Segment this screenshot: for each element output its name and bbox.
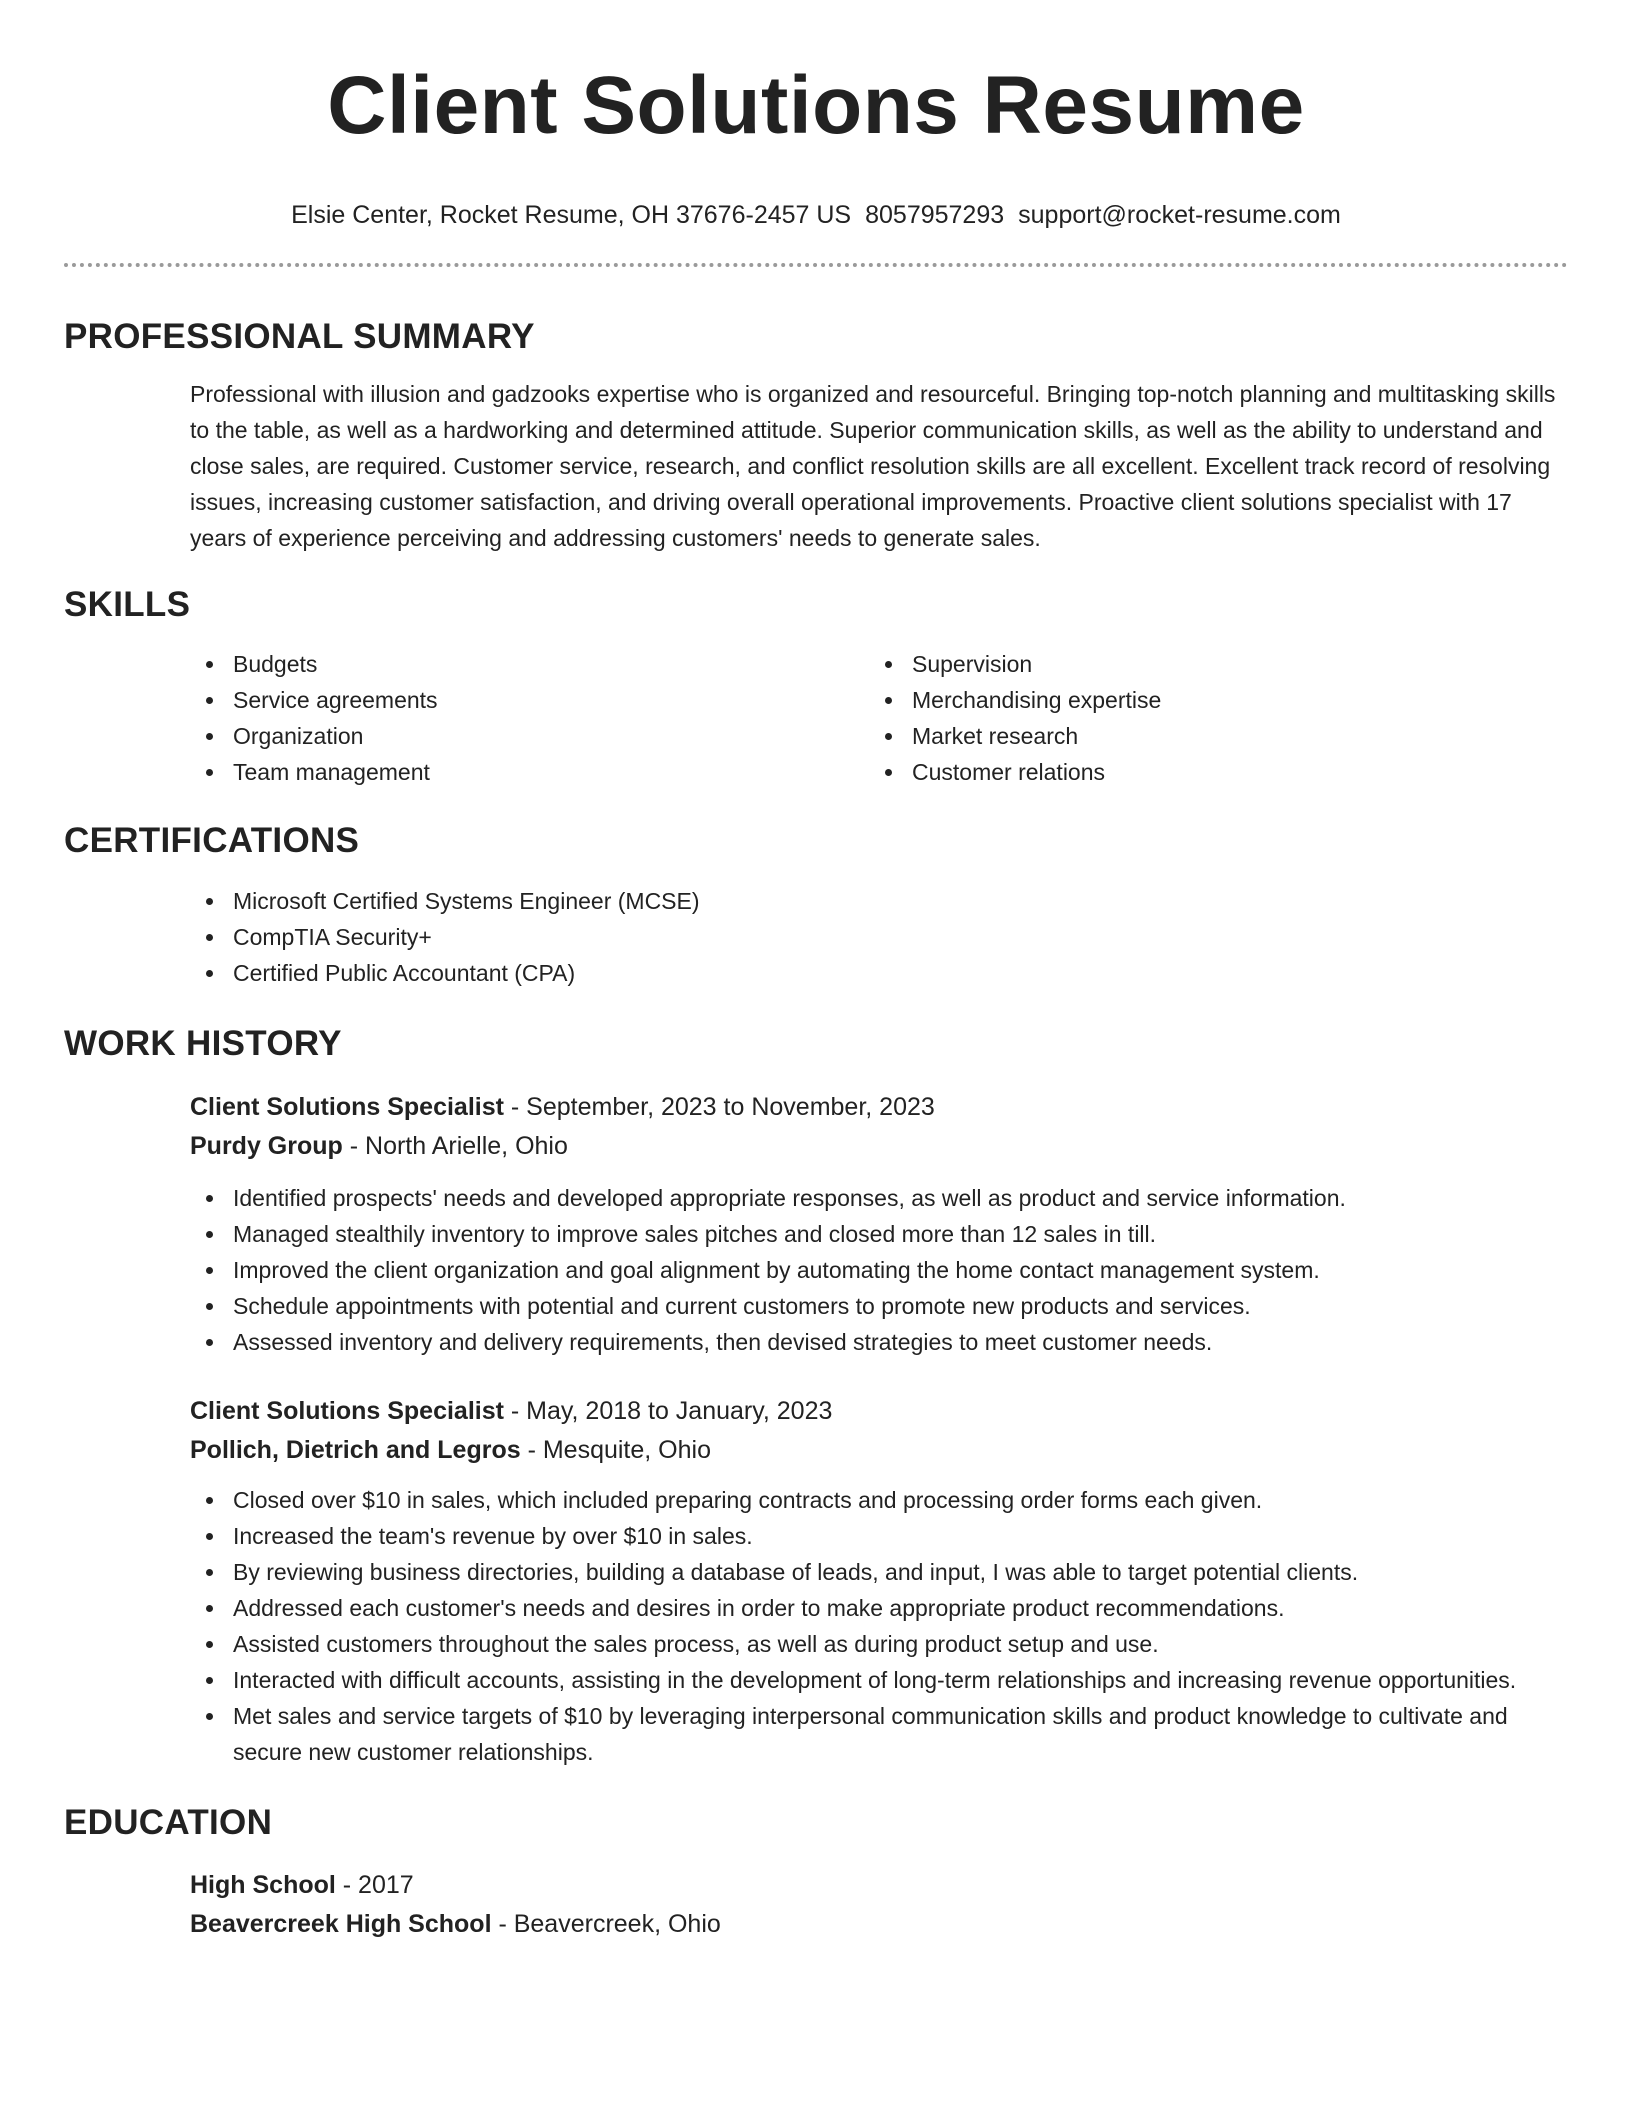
education-location: - Beavercreek, Ohio	[491, 1910, 721, 1938]
contact-phone: 8057957293	[865, 201, 1005, 229]
job-bullets	[190, 1180, 1568, 1360]
certification-item: Microsoft Certified Systems Engineer (MCSE)	[190, 883, 1568, 919]
skill-item: Supervision	[869, 646, 1548, 682]
job-bullet: Managed stealthily inventory to improve sales pitches and closed more than 12 sales in till.	[190, 1216, 1568, 1252]
skill-item: Customer relations	[869, 754, 1548, 790]
job-bullet: Increased the team's revenue by over $10 in sales.	[190, 1518, 1568, 1554]
job-company-line	[190, 1127, 1568, 1166]
education-school: Beavercreek High School	[190, 1910, 492, 1938]
skill-item: Market research	[869, 718, 1548, 754]
education-school-line	[190, 1905, 1568, 1944]
education-heading: EDUCATION	[64, 1803, 273, 1842]
job-bullet: Schedule appointments with potential and current customers to promote new products and services.	[190, 1288, 1568, 1324]
job-bullet: By reviewing business directories, building a database of leads, and input, I was able to target potential clients.	[190, 1554, 1568, 1590]
certification-item: CompTIA Security+	[190, 919, 1568, 955]
job-company: Pollich, Dietrich and Legros	[190, 1436, 521, 1464]
work-history-heading: WORK HISTORY	[64, 1024, 342, 1063]
skill-item: Organization	[190, 718, 869, 754]
job-company: Purdy Group	[190, 1132, 343, 1160]
certifications-list	[190, 883, 1568, 991]
job-title-line	[190, 1088, 1568, 1127]
contact-line	[64, 200, 1568, 230]
summary-text: Professional with illusion and gadzooks expertise who is organized and resourceful. Bringing top-notch planning and multitasking skills to the table, as well as a hardworking and determined attitude. Superior communication skills, as well as the ability to understand and close sales, are required. Customer service, research, and conflict resolution skills are all excellent. Excellent track record of resolving issues, increasing customer satisfaction, and driving overall operational improvements. Proactive client solutions specialist with 17 years of experience perceiving and addressing customers' needs to generate sales.	[190, 381, 1556, 551]
job-title: Client Solutions Specialist	[190, 1093, 504, 1121]
job-title-line	[190, 1392, 1568, 1431]
page-title: Client Solutions Resume	[327, 60, 1305, 151]
job-bullet: Identified prospects' needs and developed appropriate responses, as well as product and service information.	[190, 1180, 1568, 1216]
job-company-line	[190, 1431, 1568, 1470]
job-bullet: Improved the client organization and goal alignment by automating the home contact management system.	[190, 1252, 1568, 1288]
job-bullet: Met sales and service targets of $10 by leveraging interpersonal communication skills and product knowledge to cultivate and secure new customer relationships.	[190, 1698, 1568, 1770]
education-degree-line	[190, 1866, 1568, 1905]
summary-heading: PROFESSIONAL SUMMARY	[64, 317, 535, 356]
job-location: - Mesquite, Ohio	[520, 1436, 711, 1464]
skills-grid	[190, 646, 1568, 790]
job-dates: - September, 2023 to November, 2023	[503, 1093, 935, 1121]
job-dates: - May, 2018 to January, 2023	[503, 1397, 833, 1425]
certifications-heading: CERTIFICATIONS	[64, 821, 360, 860]
job-title: Client Solutions Specialist	[190, 1397, 504, 1425]
job-bullet: Assessed inventory and delivery requirements, then devised strategies to meet customer needs.	[190, 1324, 1568, 1360]
skills-list-right	[869, 646, 1548, 790]
job-bullet: Assisted customers throughout the sales process, as well as during product setup and use.	[190, 1626, 1568, 1662]
skill-item: Team management	[190, 754, 869, 790]
certification-item: Certified Public Accountant (CPA)	[190, 955, 1568, 991]
job-location: - North Arielle, Ohio	[342, 1132, 568, 1160]
skill-item: Budgets	[190, 646, 869, 682]
skills-heading: SKILLS	[64, 585, 191, 624]
skill-item: Service agreements	[190, 682, 869, 718]
contact-address: Elsie Center, Rocket Resume, OH 37676-2457 US	[291, 201, 852, 229]
skill-item: Merchandising expertise	[869, 682, 1548, 718]
job-bullet: Addressed each customer's needs and desires in order to make appropriate product recommendations.	[190, 1590, 1568, 1626]
education-degree: High School	[190, 1871, 336, 1899]
job-bullet: Closed over $10 in sales, which included preparing contracts and processing order forms each given.	[190, 1482, 1568, 1518]
job-bullet: Interacted with difficult accounts, assisting in the development of long-term relationships and increasing revenue opportunities.	[190, 1662, 1568, 1698]
header-divider	[64, 263, 1568, 267]
job-bullets	[190, 1482, 1568, 1770]
education-year: - 2017	[335, 1871, 414, 1899]
contact-email: support@rocket-resume.com	[1018, 201, 1341, 229]
skills-list-left	[190, 646, 869, 790]
